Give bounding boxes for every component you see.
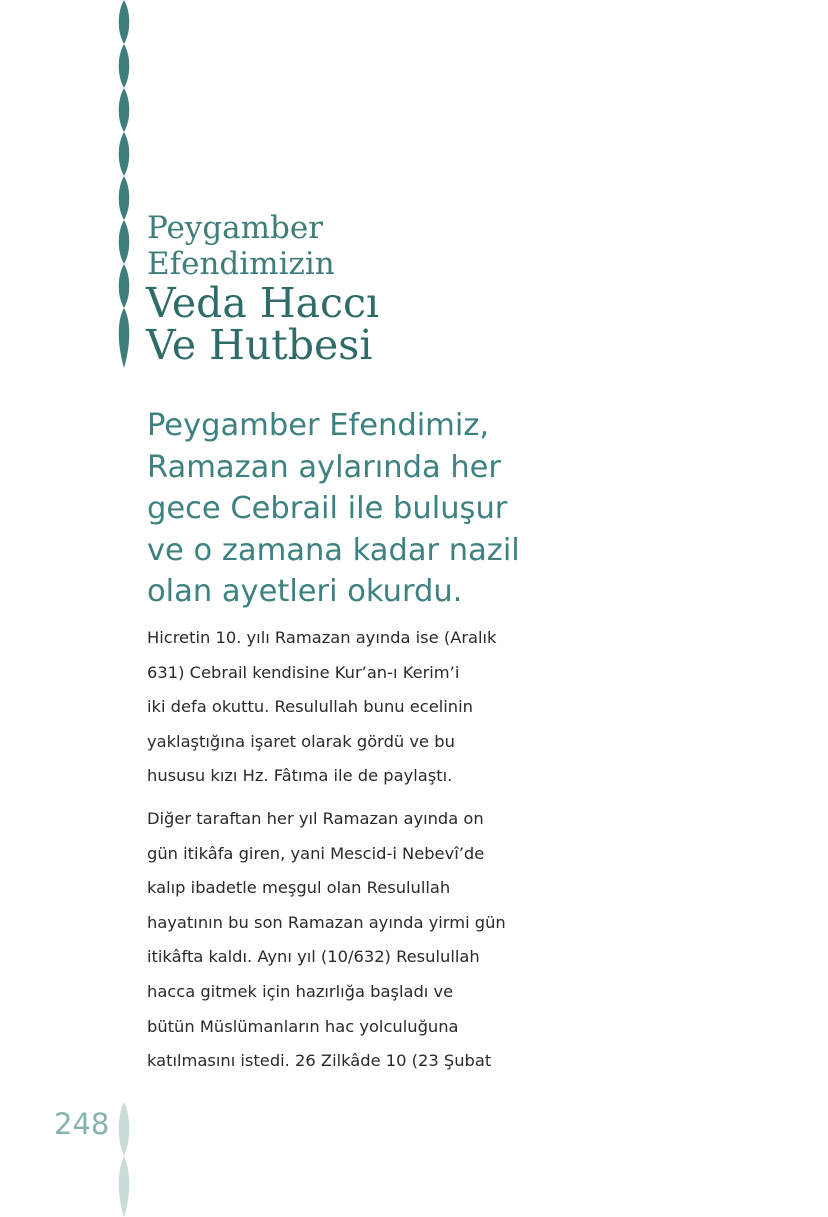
lead-line: Peygamber Efendimiz, — [147, 408, 490, 443]
body-line: katılmasını istedi. 26 Zilkâde 10 (23 Şubat — [147, 1051, 492, 1071]
vine-leaves-light — [119, 1102, 130, 1217]
title-line-2: Efendimizin — [147, 246, 335, 282]
body-line: yaklaştığına işaret olarak gördü ve bu — [147, 731, 455, 751]
body-line: Hicretin 10. yılı Ramazan ayında ise (Aralık — [147, 628, 497, 647]
body-line: itikâfta kaldı. Aynı yıl (10/632) Resulullah — [147, 947, 480, 967]
body-line: hacca gitmek için hazırlığa başladı ve — [147, 981, 454, 1001]
body-line: bütün Müslümanların hac yolculuğuna — [147, 1016, 459, 1036]
decorative-vine-bottom — [112, 1100, 136, 1217]
body-paragraph-2 — [147, 802, 567, 1079]
lead-line: Ramazan aylarında her — [147, 449, 501, 485]
body-line: iki defa okuttu. Resulullah bunu ecelinin — [147, 697, 473, 717]
title-line-4: Ve Hutbesi — [146, 321, 373, 369]
body-paragraph-1 — [147, 621, 567, 794]
lead-line: gece Cebrail ile buluşur — [147, 491, 508, 526]
body-line: hayatının bu son Ramazan ayında yirmi gün — [147, 912, 506, 932]
lead-paragraph — [147, 405, 567, 613]
body-line: gün itikâfa giren, yani Mescid-i Nebevî’de — [147, 843, 485, 863]
body-line: 631) Cebrail kendisine Kur’an-ı Kerim’i — [147, 662, 460, 682]
lead-line: olan ayetleri okurdu. — [147, 574, 463, 609]
title-line-3: Veda Haccı — [146, 279, 380, 327]
decorative-vine-top — [112, 0, 136, 370]
vine-leaves — [119, 0, 130, 368]
article-title-prefix — [147, 210, 335, 282]
lead-line: ve o zamana kadar nazil — [147, 532, 520, 568]
body-line: kalıp ibadetle meşgul olan Resulullah — [147, 878, 451, 898]
title-line-1: Peygamber — [147, 210, 324, 246]
article-title-main — [146, 279, 380, 369]
body-line: hususu kızı Hz. Fâtıma ile de paylaştı. — [147, 766, 453, 786]
body-line: Diğer taraftan her yıl Ramazan ayında on — [147, 809, 484, 828]
page-number: 248 — [54, 1107, 110, 1141]
